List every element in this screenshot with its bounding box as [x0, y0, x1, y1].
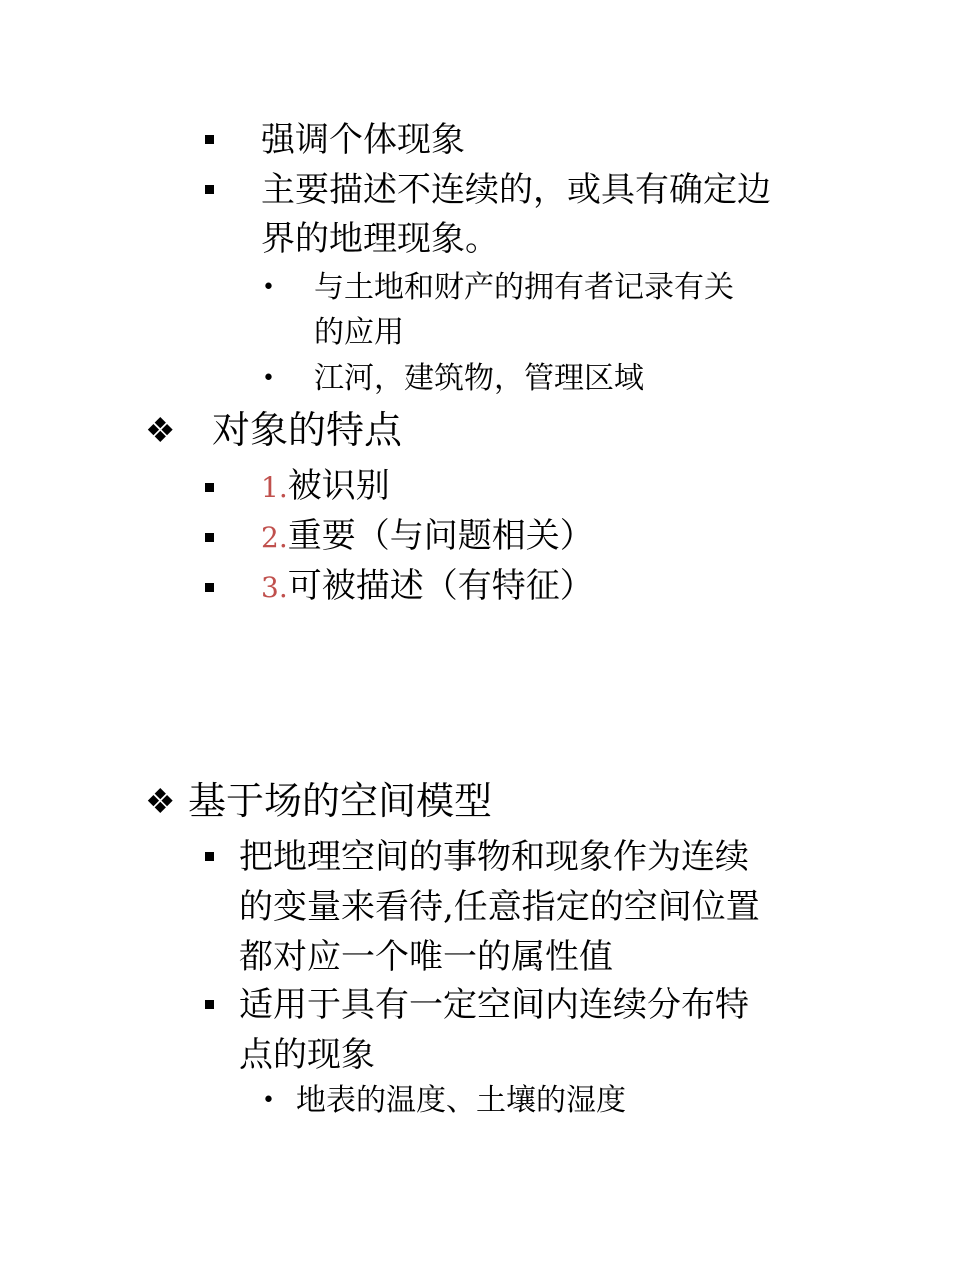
square-bullet-icon: [205, 135, 214, 144]
item-number: 2.: [261, 521, 288, 554]
square-bullet-icon: [205, 1000, 214, 1009]
list-item-text-continued: 的变量来看待,任意指定的空间位置: [239, 887, 760, 927]
dot-bullet-icon: •: [262, 1088, 275, 1113]
list-item-text-continued: 点的现象: [239, 1035, 375, 1075]
section-heading: 对象的特点: [212, 408, 403, 452]
list-item-text-continued: 都对应一个唯一的属性值: [239, 937, 613, 977]
square-bullet-icon: [205, 583, 214, 592]
square-bullet-icon: [205, 852, 214, 861]
numbered-list-item: [261, 466, 390, 506]
list-item-text: 适用于具有一定空间内连续分布特: [239, 985, 749, 1025]
item-text: 可被描述（有特征）: [287, 566, 594, 606]
diamond-bullet-icon: ❖: [145, 411, 176, 451]
sub-list-item-text: 江河，建筑物，管理区域: [314, 361, 644, 396]
numbered-list-item: [261, 566, 594, 606]
sub-list-item-text: 地表的温度、土壤的湿度: [296, 1083, 626, 1118]
diamond-bullet-icon: ❖: [145, 782, 176, 822]
sub-list-item-text-continued: 的应用: [314, 315, 404, 350]
dot-bullet-icon: •: [262, 275, 275, 300]
item-text: 重要（与问题相关）: [287, 516, 594, 556]
square-bullet-icon: [205, 533, 214, 542]
list-item-text: 强调个体现象: [261, 120, 465, 160]
list-item-text-continued: 界的地理现象。: [261, 219, 499, 259]
sub-list-item-text: 与土地和财产的拥有者记录有关: [314, 270, 734, 305]
dot-bullet-icon: •: [262, 366, 275, 391]
item-number: 3.: [261, 571, 288, 604]
list-item-text: 把地理空间的事物和现象作为连续: [239, 837, 749, 877]
numbered-list-item: [261, 516, 594, 556]
square-bullet-icon: [205, 483, 214, 492]
section-heading: 基于场的空间模型: [188, 779, 493, 823]
square-bullet-icon: [205, 185, 214, 194]
list-item-text: 主要描述不连续的，或具有确定边: [261, 170, 771, 210]
item-number: 1.: [261, 471, 288, 504]
item-text: 被识别: [287, 466, 390, 506]
